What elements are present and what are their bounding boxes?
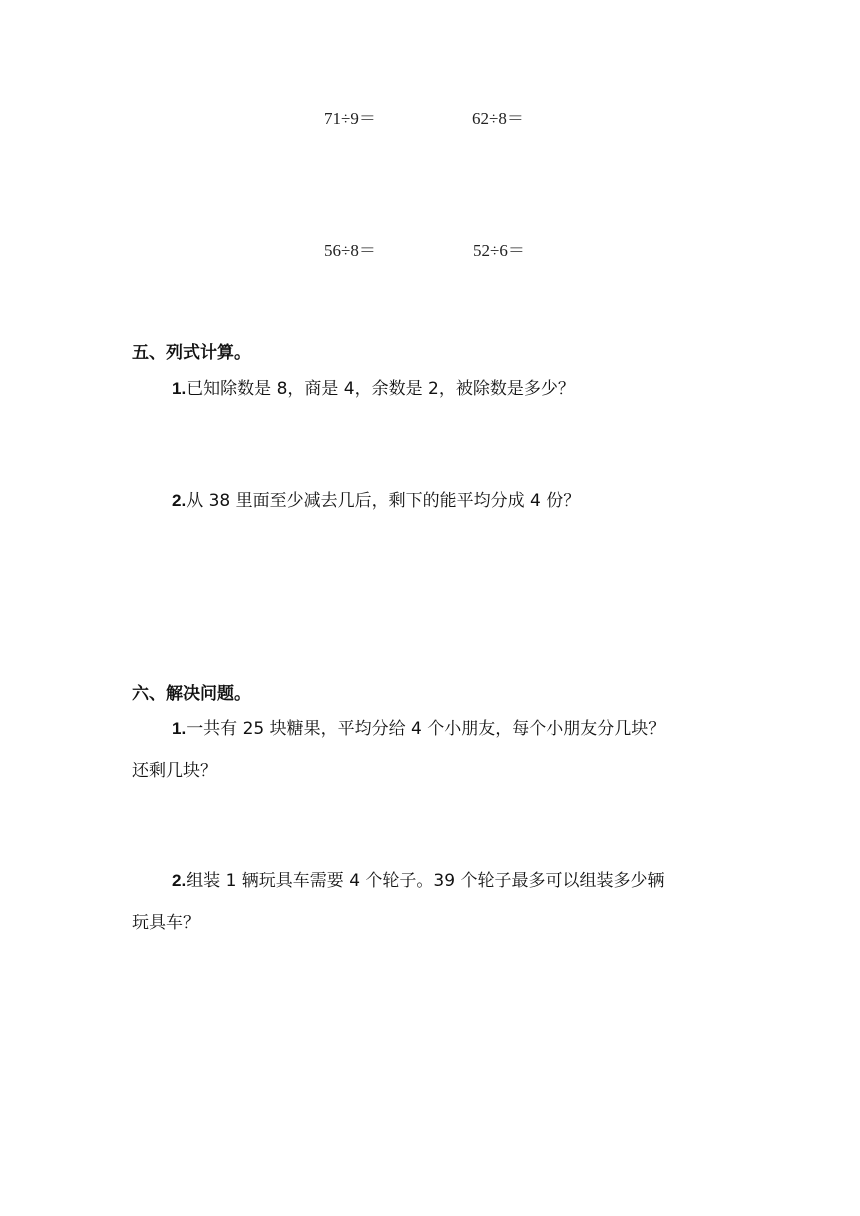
section-5-title: 五、列式计算。 <box>132 343 251 363</box>
question-text: 已知除数是 8，商是 4，余数是 2，被除数是多少？ <box>186 379 575 399</box>
equation-52-div-6: 52÷6＝ <box>473 241 525 260</box>
question-text: 从 38 里面至少减去几后，剩下的能平均分成 4 份？ <box>186 491 581 511</box>
question-number: 1. <box>172 719 187 738</box>
equation-56-div-8: 56÷8＝ <box>324 241 376 260</box>
section-6-question-1 <box>172 708 665 750</box>
section-5-question-2 <box>172 480 580 522</box>
section-6-question-1-continuation: 还剩几块？ <box>132 761 217 781</box>
question-number: 2. <box>172 491 187 510</box>
section-6-question-2 <box>172 860 664 902</box>
question-text: 一共有 25 块糖果，平均分给 4 个小朋友，每个小朋友分几块？ <box>186 719 666 739</box>
section-6-question-2-continuation: 玩具车？ <box>132 913 200 933</box>
equation-71-div-9: 71÷9＝ <box>324 109 376 128</box>
section-6-title: 六、解决问题。 <box>132 684 251 704</box>
question-text: 组装 1 辆玩具车需要 4 个轮子。39 个轮子最多可以组装多少辆 <box>186 871 665 891</box>
equation-62-div-8: 62÷8＝ <box>472 109 524 128</box>
section-5-question-1 <box>172 368 575 410</box>
question-number: 2. <box>172 871 187 890</box>
question-number: 1. <box>172 379 187 398</box>
